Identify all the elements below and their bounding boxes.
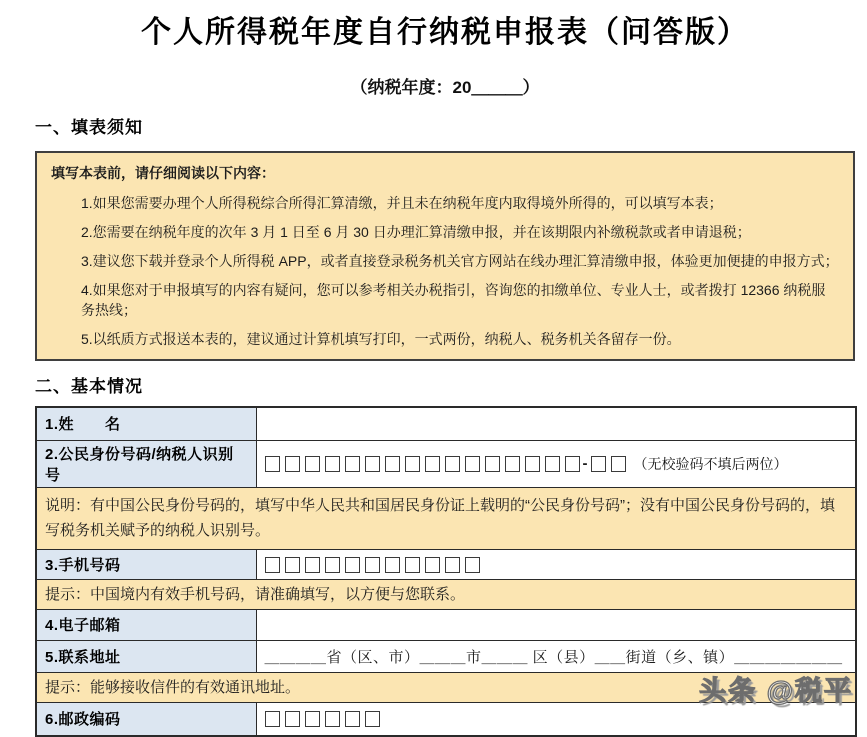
postal-code-boxes[interactable]	[265, 711, 380, 727]
watermark-text: 头条 @税平	[699, 676, 853, 706]
basic-info-table	[35, 406, 857, 737]
name-input-cell[interactable]	[256, 407, 856, 440]
digit-box[interactable]	[405, 456, 420, 472]
table-row-name	[36, 407, 856, 440]
digit-box[interactable]	[545, 456, 560, 472]
digit-box[interactable]	[465, 557, 480, 573]
notice-item-5: 5.以纸质方式报送本表的，建议通过计算机填写打印，一式两份，纳税人、税务机关各留存一份。	[81, 331, 681, 347]
digit-box[interactable]	[485, 456, 500, 472]
id-number-note: （无校验码不填后两位）	[633, 455, 788, 472]
form-content	[35, 14, 855, 737]
table-row-address	[36, 640, 856, 672]
digit-box[interactable]	[385, 456, 400, 472]
address-tip-text: 提示：能够接收信件的有效通讯地址。	[36, 672, 856, 702]
table-row-address-tip	[36, 672, 856, 702]
digit-box[interactable]	[325, 557, 340, 573]
id-checkcode-boxes[interactable]	[591, 456, 626, 472]
digit-box[interactable]	[405, 557, 420, 573]
digit-box[interactable]	[285, 557, 300, 573]
notice-item-4: 4.如果您对于申报填写的内容有疑问，您可以参考相关办税指引，咨询您的扣缴单位、专业人士，或者拨打 12366 纳税服务热线；	[81, 282, 826, 318]
email-input-cell[interactable]	[256, 609, 856, 640]
tax-year-line: （纳税年度：20＿＿＿）	[350, 78, 540, 97]
page-title: 个人所得税年度自行纳税申报表（问答版）	[141, 16, 749, 49]
digit-box[interactable]	[445, 557, 460, 573]
digit-box[interactable]	[305, 456, 320, 472]
phone-number-boxes[interactable]	[265, 557, 480, 573]
digit-box[interactable]	[345, 711, 360, 727]
digit-box[interactable]	[465, 456, 480, 472]
digit-box[interactable]	[325, 711, 340, 727]
digit-box[interactable]	[305, 711, 320, 727]
digit-box[interactable]	[285, 456, 300, 472]
notice-box	[35, 151, 855, 361]
digit-box[interactable]	[345, 456, 360, 472]
digit-box[interactable]	[445, 456, 460, 472]
notice-item-3: 3.建议您下载并登录个人所得税 APP，或者直接登录税务机关官方网站在线办理汇算清缴申报，体验更加便捷的申报方式；	[81, 253, 839, 269]
table-row-id-number	[36, 440, 856, 487]
notice-item-2: 2.您需要在纳税年度的次年 3 月 1 日至 6 月 30 日办理汇算清缴申报，并在该期限内补缴税款或者申请退税；	[81, 224, 751, 240]
digit-box[interactable]	[345, 557, 360, 573]
digit-box[interactable]	[305, 557, 320, 573]
digit-box[interactable]	[591, 456, 606, 472]
phone-label: 3.手机号码	[36, 549, 256, 579]
digit-box[interactable]	[611, 456, 626, 472]
digit-box[interactable]	[365, 557, 380, 573]
id-note-text: 说明：有中国公民身份号码的，填写中华人民共和国居民身份证上载明的“公民身份号码”；没有中国公民身份号码的，填写税务机关赋予的纳税人识别号。	[36, 487, 856, 549]
id-number-boxes[interactable]	[265, 456, 580, 472]
digit-box[interactable]	[425, 456, 440, 472]
table-row-phone-tip	[36, 579, 856, 609]
digit-box[interactable]	[285, 711, 300, 727]
digit-box[interactable]	[505, 456, 520, 472]
id-number-label: 2.公民身份号码/纳税人识别号	[36, 440, 256, 487]
tax-form-page	[0, 14, 867, 729]
notice-intro: 填写本表前，请仔细阅读以下内容：	[51, 165, 275, 181]
id-number-input-cell[interactable]	[256, 440, 856, 487]
phone-input-cell[interactable]	[256, 549, 856, 579]
name-label: 1.姓 名	[36, 407, 256, 440]
address-input-cell[interactable]: ＿＿＿＿省（区、市）＿＿＿市＿＿＿ 区（县）＿＿街道（乡、镇）＿＿＿＿＿＿＿	[256, 640, 856, 672]
digit-box[interactable]	[565, 456, 580, 472]
table-row-id-note	[36, 487, 856, 549]
table-row-postal-code	[36, 702, 856, 736]
address-label: 5.联系地址	[36, 640, 256, 672]
section2-heading: 二、基本情况	[35, 377, 143, 396]
digit-box[interactable]	[425, 557, 440, 573]
postal-code-label: 6.邮政编码	[36, 702, 256, 736]
digit-box[interactable]	[265, 456, 280, 472]
notice-item-1: 1.如果您需要办理个人所得税综合所得汇算清缴，并且未在纳税年度内取得境外所得的，可以填写本表；	[81, 195, 723, 211]
digit-box[interactable]	[385, 557, 400, 573]
id-number-separator: -	[582, 455, 588, 472]
table-row-email	[36, 609, 856, 640]
digit-box[interactable]	[365, 711, 380, 727]
digit-box[interactable]	[365, 456, 380, 472]
section1-heading: 一、填表须知	[35, 118, 143, 137]
phone-tip-text: 提示：中国境内有效手机号码，请准确填写，以方便与您联系。	[36, 579, 856, 609]
email-label: 4.电子邮箱	[36, 609, 256, 640]
digit-box[interactable]	[525, 456, 540, 472]
digit-box[interactable]	[325, 456, 340, 472]
postal-code-input-cell[interactable]	[256, 702, 856, 736]
digit-box[interactable]	[265, 711, 280, 727]
digit-box[interactable]	[265, 557, 280, 573]
table-row-phone	[36, 549, 856, 579]
